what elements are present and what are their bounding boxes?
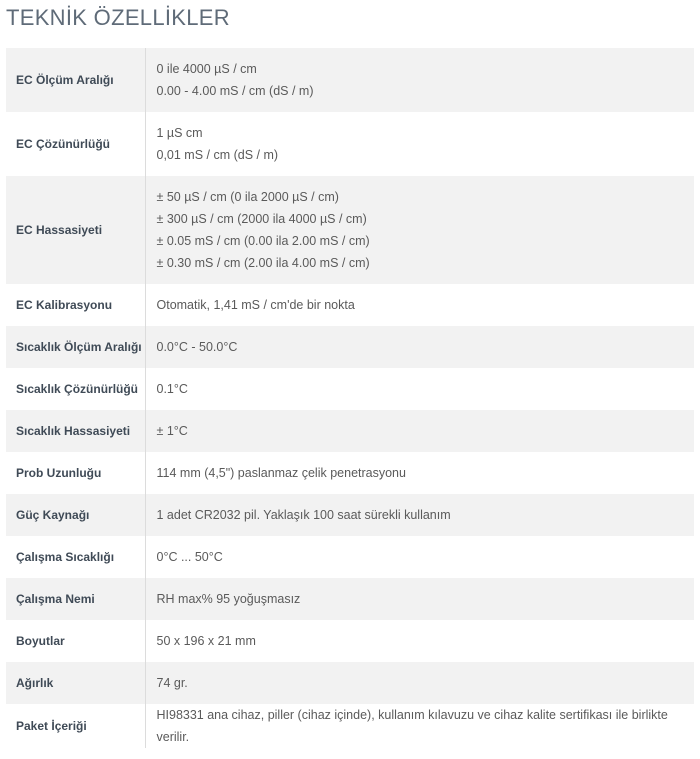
spec-value xyxy=(145,176,694,284)
spec-value-line: ± 1°C xyxy=(156,424,188,438)
spec-row xyxy=(6,452,694,494)
spec-label: Sıcaklık Hassasiyeti xyxy=(6,410,145,452)
spec-row xyxy=(6,662,694,704)
spec-value xyxy=(145,284,694,326)
spec-value-line: 0 ile 4000 µS / cm xyxy=(156,62,257,76)
spec-value-line: 1 adet CR2032 pil. Yaklaşık 100 saat sürekli kullanım xyxy=(156,508,451,522)
spec-label: Çalışma Nemi xyxy=(6,578,145,620)
spec-value-line: 0°C ... 50°C xyxy=(156,550,223,564)
spec-table-body xyxy=(6,48,694,748)
spec-row xyxy=(6,326,694,368)
spec-value-line: 114 mm (4,5") paslanmaz çelik penetrasyonu xyxy=(156,466,406,480)
spec-row xyxy=(6,578,694,620)
spec-label: Prob Uzunluğu xyxy=(6,452,145,494)
spec-value-line: 74 gr. xyxy=(156,676,188,690)
spec-value-line: ± 300 µS / cm (2000 ila 4000 µS / cm) xyxy=(156,212,367,226)
spec-row xyxy=(6,620,694,662)
spec-label: EC Hassasiyeti xyxy=(6,176,145,284)
spec-label: Sıcaklık Ölçüm Aralığı xyxy=(6,326,145,368)
spec-value-line: HI98331 ana cihaz, piller (cihaz içinde), kullanım kılavuzu ve cihaz kalite sertifikası ile birlikte verilir. xyxy=(156,708,668,744)
spec-label: Çalışma Sıcaklığı xyxy=(6,536,145,578)
spec-label: Paket İçeriği xyxy=(6,704,145,748)
spec-value xyxy=(145,326,694,368)
spec-label: Güç Kaynağı xyxy=(6,494,145,536)
spec-row xyxy=(6,410,694,452)
spec-label: EC Ölçüm Aralığı xyxy=(6,48,145,112)
spec-value-line: 0.0°C - 50.0°C xyxy=(156,340,238,354)
spec-value-line: RH max% 95 yoğuşmasız xyxy=(156,592,301,606)
spec-value-line: 1 µS cm xyxy=(156,126,203,140)
spec-row xyxy=(6,48,694,112)
spec-value-line: ± 0.30 mS / cm (2.00 ila 4.00 mS / cm) xyxy=(156,256,370,270)
spec-label: EC Çözünürlüğü xyxy=(6,112,145,176)
spec-label: Sıcaklık Çözünürlüğü xyxy=(6,368,145,410)
spec-table xyxy=(6,48,694,748)
spec-row xyxy=(6,494,694,536)
spec-value-line: ± 0.05 mS / cm (0.00 ila 2.00 mS / cm) xyxy=(156,234,370,248)
spec-label: EC Kalibrasyonu xyxy=(6,284,145,326)
spec-row xyxy=(6,176,694,284)
spec-value-line: 50 x 196 x 21 mm xyxy=(156,634,256,648)
spec-row xyxy=(6,284,694,326)
spec-value-line: 0,01 mS / cm (dS / m) xyxy=(156,148,279,162)
spec-value xyxy=(145,410,694,452)
spec-value-line: ± 50 µS / cm (0 ila 2000 µS / cm) xyxy=(156,190,339,204)
spec-value xyxy=(145,536,694,578)
spec-value xyxy=(145,662,694,704)
spec-value xyxy=(145,112,694,176)
spec-value xyxy=(145,452,694,494)
spec-label: Ağırlık xyxy=(6,662,145,704)
spec-value xyxy=(145,368,694,410)
spec-value xyxy=(145,704,694,748)
page-title: TEKNİK ÖZELLİKLER xyxy=(6,5,230,30)
spec-value xyxy=(145,48,694,112)
spec-row xyxy=(6,704,694,748)
spec-label: Boyutlar xyxy=(6,620,145,662)
spec-value-line: 0.00 - 4.00 mS / cm (dS / m) xyxy=(156,84,314,98)
spec-value xyxy=(145,578,694,620)
spec-value-line: Otomatik, 1,41 mS / cm'de bir nokta xyxy=(156,298,355,312)
spec-value xyxy=(145,620,694,662)
spec-row xyxy=(6,112,694,176)
spec-value xyxy=(145,494,694,536)
spec-row xyxy=(6,368,694,410)
spec-row xyxy=(6,536,694,578)
spec-value-line: 0.1°C xyxy=(156,382,188,396)
